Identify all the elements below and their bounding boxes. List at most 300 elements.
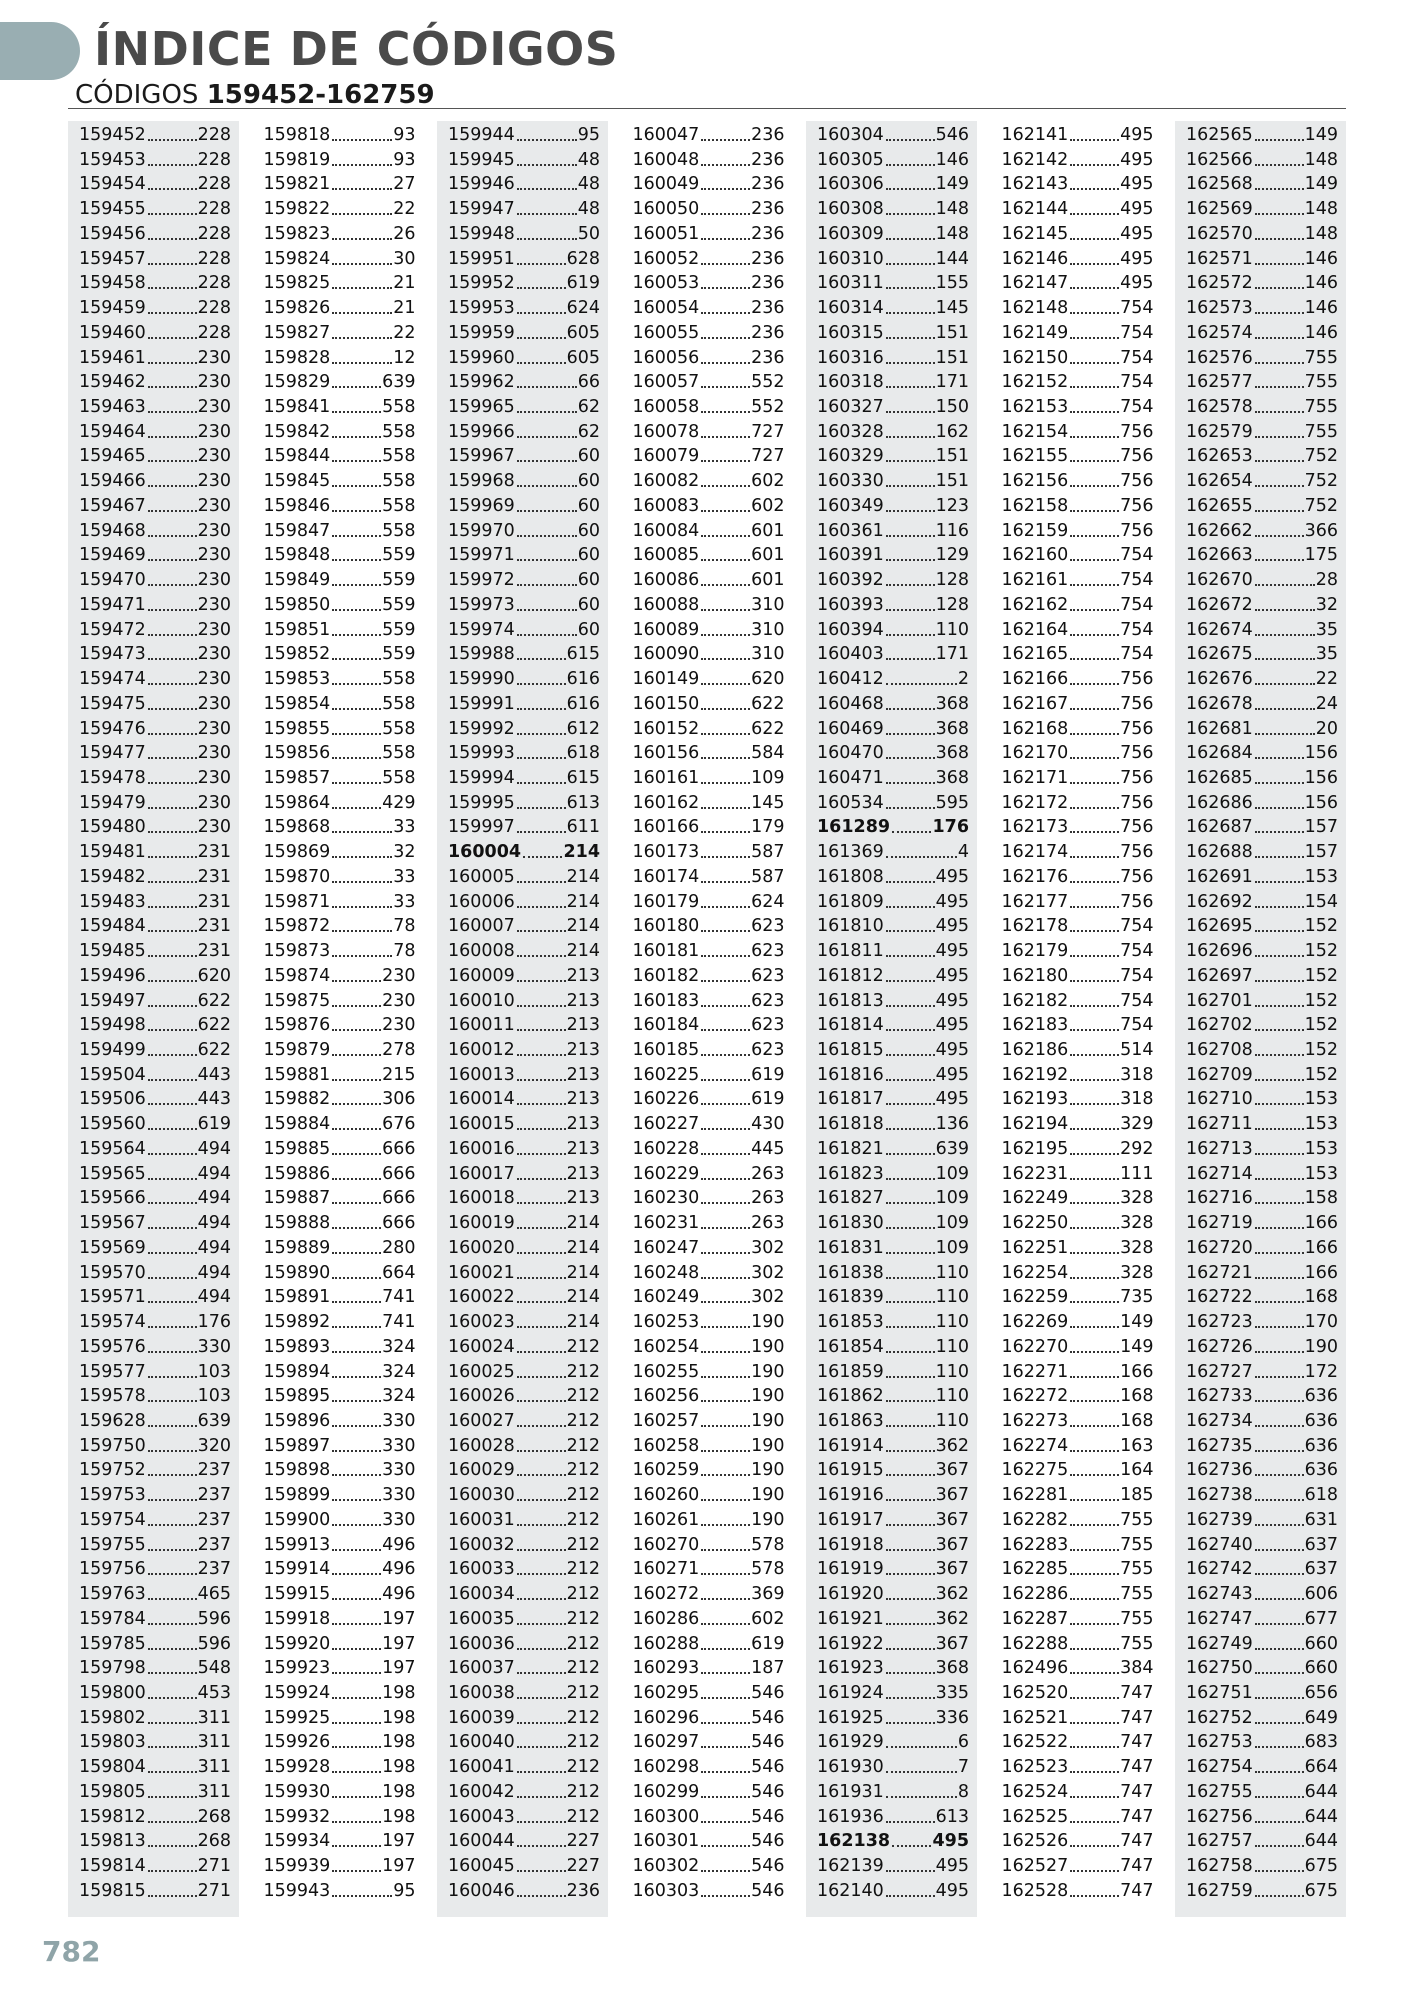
dot-leader <box>148 1301 197 1303</box>
entry-code: 159499 <box>79 1040 146 1060</box>
entry-code: 160391 <box>817 545 884 566</box>
index-entry <box>1186 1605 1338 1630</box>
entry-code: 162274 <box>1001 1435 1069 1456</box>
entry-page: 445 <box>751 1138 785 1159</box>
entry-page: 197 <box>382 1608 416 1629</box>
dot-leader <box>148 337 197 339</box>
entry-page: 649 <box>1304 1707 1338 1728</box>
index-entry <box>633 492 785 517</box>
entry-code: 160185 <box>632 1040 700 1060</box>
entry-code: 162141 <box>1001 125 1069 145</box>
entry-code: 160298 <box>632 1757 700 1778</box>
entry-page: 171 <box>935 644 969 665</box>
entry-code: 161818 <box>817 1114 884 1135</box>
index-entry <box>817 245 969 270</box>
entry-page: 215 <box>382 1064 416 1085</box>
entry-page: 230 <box>197 471 231 492</box>
entry-page: 310 <box>751 644 785 665</box>
dot-leader <box>517 1202 566 1204</box>
dot-leader <box>701 535 750 537</box>
entry-page: 558 <box>382 669 416 690</box>
dot-leader <box>886 1746 957 1748</box>
dot-leader <box>332 881 392 883</box>
entry-page: 32 <box>393 842 416 863</box>
index-entry <box>1002 838 1154 863</box>
index-entry <box>1186 739 1338 764</box>
dot-leader <box>886 733 935 735</box>
dot-leader <box>1070 485 1119 487</box>
entry-code: 162734 <box>1186 1410 1253 1431</box>
index-entry <box>817 591 969 616</box>
dot-leader <box>1070 188 1119 190</box>
entry-code: 160256 <box>632 1386 700 1407</box>
entry-code: 160314 <box>817 298 884 319</box>
entry-page: 228 <box>197 223 231 244</box>
entry-code: 160297 <box>632 1732 700 1753</box>
dot-leader <box>886 559 935 561</box>
entry-code: 159885 <box>263 1138 331 1159</box>
entry-page: 230 <box>197 718 231 739</box>
entry-page: 212 <box>566 1658 600 1679</box>
index-entry <box>633 591 785 616</box>
entry-code: 161917 <box>817 1509 884 1530</box>
entry-code: 161823 <box>817 1163 884 1184</box>
index-entry <box>448 1778 600 1803</box>
entry-page: 151 <box>935 347 969 368</box>
index-entry <box>1002 1358 1154 1383</box>
dot-leader <box>886 906 935 908</box>
index-entry <box>1186 467 1338 492</box>
dot-leader <box>701 856 750 858</box>
index-entry <box>79 1827 231 1852</box>
index-entry <box>633 195 785 220</box>
index-entry <box>817 1605 969 1630</box>
index-entry <box>448 121 600 146</box>
entry-page: 601 <box>751 545 785 566</box>
dot-leader <box>517 1796 566 1798</box>
index-entry <box>633 937 785 962</box>
entry-page: 228 <box>197 322 231 343</box>
dot-leader <box>148 1870 197 1872</box>
dot-leader <box>886 1623 935 1625</box>
entry-code: 162174 <box>1001 842 1069 863</box>
dot-leader <box>886 757 935 759</box>
index-entry <box>817 1333 969 1358</box>
entry-code: 160040 <box>448 1732 515 1753</box>
index-entry <box>1186 344 1338 369</box>
entry-page: 292 <box>1120 1138 1154 1159</box>
dot-leader <box>701 708 750 710</box>
index-entry <box>817 1011 969 1036</box>
entry-code: 160229 <box>632 1163 700 1184</box>
dot-leader <box>517 1549 566 1551</box>
dot-leader <box>701 164 750 166</box>
dot-leader <box>886 1499 935 1501</box>
entry-page: 613 <box>935 1806 969 1827</box>
entry-code: 161830 <box>817 1213 884 1234</box>
dot-leader <box>332 1697 381 1699</box>
index-entry <box>264 541 416 566</box>
dot-leader <box>148 1499 197 1501</box>
entry-code: 161811 <box>817 941 884 962</box>
entry-page: 129 <box>935 545 969 566</box>
entry-page: 230 <box>197 570 231 591</box>
dot-leader <box>1255 535 1304 537</box>
dot-leader <box>701 831 750 833</box>
index-entry <box>79 1506 231 1531</box>
entry-code: 160033 <box>448 1559 515 1580</box>
entry-page: 8 <box>957 1781 969 1802</box>
index-entry <box>264 1382 416 1407</box>
entry-code: 160310 <box>817 248 884 269</box>
index-entry <box>1186 1160 1338 1185</box>
entry-page: 605 <box>566 347 600 368</box>
entry-code: 160078 <box>632 421 700 442</box>
dot-leader <box>148 263 197 265</box>
dot-leader <box>332 460 381 462</box>
entry-code: 159939 <box>263 1856 331 1877</box>
index-entry <box>817 1036 969 1061</box>
dot-leader <box>886 386 935 388</box>
index-entry <box>1186 665 1338 690</box>
index-entry <box>817 715 969 740</box>
entry-code: 159479 <box>79 792 146 813</box>
entry-code: 160083 <box>632 495 700 516</box>
dot-leader <box>148 535 197 537</box>
entry-code: 160007 <box>448 916 515 937</box>
entry-code: 159822 <box>263 199 331 220</box>
entry-page: 176 <box>932 817 969 838</box>
index-entry <box>264 368 416 393</box>
index-entry <box>817 1679 969 1704</box>
entry-code: 159857 <box>263 767 331 788</box>
entry-code: 159971 <box>448 545 515 566</box>
index-entry <box>79 121 231 146</box>
dot-leader <box>332 411 381 413</box>
entry-page: 212 <box>566 1485 600 1506</box>
entry-page: 330 <box>382 1509 416 1530</box>
entry-page: 558 <box>382 767 416 788</box>
dot-leader <box>701 584 750 586</box>
entry-page: 190 <box>751 1386 785 1407</box>
dot-leader <box>332 1153 381 1155</box>
entry-code: 162672 <box>1186 594 1253 615</box>
entry-page: 116 <box>935 520 969 541</box>
entry-code: 160005 <box>448 866 515 887</box>
index-entry <box>633 1852 785 1877</box>
entry-page: 197 <box>382 1633 416 1654</box>
entry-page: 619 <box>566 273 600 294</box>
entry-code: 160248 <box>632 1262 700 1283</box>
entry-code: 161862 <box>817 1386 884 1407</box>
entry-code: 160361 <box>817 520 884 541</box>
dot-leader <box>886 1821 935 1823</box>
entry-page: 33 <box>393 817 416 838</box>
entry-code: 162155 <box>1001 446 1069 467</box>
index-entry <box>264 1778 416 1803</box>
entry-code: 159452 <box>79 125 146 145</box>
index-entry <box>79 739 231 764</box>
entry-code: 160471 <box>817 767 884 788</box>
entry-code: 159988 <box>448 644 515 665</box>
index-entry <box>1002 1456 1154 1481</box>
entry-page: 190 <box>751 1460 785 1481</box>
index-entry <box>448 1877 600 1902</box>
index-entry <box>1002 1061 1154 1086</box>
entry-page: 367 <box>935 1509 969 1530</box>
entry-code: 159798 <box>79 1658 146 1679</box>
entry-page: 619 <box>197 1114 231 1135</box>
dot-leader <box>1255 1821 1304 1823</box>
entry-code: 160056 <box>632 347 700 368</box>
dot-leader <box>148 139 197 141</box>
entry-code: 160018 <box>448 1188 515 1209</box>
entry-code: 159804 <box>79 1757 146 1778</box>
entry-code: 162182 <box>1001 990 1069 1011</box>
entry-page: 212 <box>566 1584 600 1605</box>
entry-page: 429 <box>382 792 416 813</box>
dot-leader <box>332 708 381 710</box>
index-entry <box>1002 1110 1154 1135</box>
index-entry <box>633 616 785 641</box>
index-entry <box>1002 1085 1154 1110</box>
entry-page: 162 <box>935 421 969 442</box>
entry-code: 160328 <box>817 421 884 442</box>
index-entry <box>1186 1333 1338 1358</box>
dot-leader <box>1070 411 1119 413</box>
index-entry <box>1002 121 1154 146</box>
index-entry <box>817 1654 969 1679</box>
dot-leader <box>517 1376 566 1378</box>
entry-page: 144 <box>935 248 969 269</box>
entry-code: 159826 <box>263 298 331 319</box>
index-entry <box>1186 1827 1338 1852</box>
index-entry <box>264 1407 416 1432</box>
entry-page: 231 <box>197 941 231 962</box>
dot-leader <box>1255 1722 1304 1724</box>
entry-page: 660 <box>1304 1658 1338 1679</box>
index-entry <box>448 393 600 418</box>
entry-page: 453 <box>197 1682 231 1703</box>
subtitle-prefix: CÓDIGOS <box>75 80 199 110</box>
entry-page: 213 <box>566 1163 600 1184</box>
dot-leader <box>1070 1202 1119 1204</box>
dot-leader <box>148 1474 197 1476</box>
entry-page: 278 <box>382 1040 416 1060</box>
entry-page: 152 <box>1304 990 1338 1011</box>
dot-leader <box>517 164 577 166</box>
index-entry <box>264 492 416 517</box>
dot-leader <box>701 906 750 908</box>
entry-page: 213 <box>566 1138 600 1159</box>
entry-code: 162281 <box>1001 1485 1069 1506</box>
dot-leader <box>517 1474 566 1476</box>
index-entry <box>817 442 969 467</box>
index-entry <box>1186 517 1338 542</box>
entry-code: 162678 <box>1186 693 1253 714</box>
dot-leader <box>1070 1277 1119 1279</box>
dot-leader <box>517 213 577 215</box>
dot-leader <box>886 460 935 462</box>
entry-code: 159829 <box>263 372 331 393</box>
entry-code: 160011 <box>448 1015 515 1036</box>
dot-leader <box>701 658 750 660</box>
dot-leader <box>701 1128 750 1130</box>
dot-leader <box>517 683 566 685</box>
dot-leader <box>1070 1474 1119 1476</box>
dot-leader <box>1070 312 1119 314</box>
entry-code: 160052 <box>632 248 700 269</box>
index-entry <box>633 1630 785 1655</box>
entry-page: 496 <box>382 1534 416 1555</box>
entry-code: 159852 <box>263 644 331 665</box>
entry-code: 160309 <box>817 223 884 244</box>
entry-code: 162522 <box>1001 1732 1069 1753</box>
index-entry <box>1186 1654 1338 1679</box>
entry-code: 160308 <box>817 199 884 220</box>
dot-leader <box>1255 485 1304 487</box>
entry-page: 559 <box>382 619 416 640</box>
entry-code: 161821 <box>817 1138 884 1159</box>
entry-code: 159930 <box>263 1781 331 1802</box>
entry-page: 637 <box>1304 1534 1338 1555</box>
entry-page: 78 <box>393 916 416 937</box>
entry-page: 35 <box>1315 644 1338 665</box>
dot-leader <box>517 757 566 759</box>
entry-page: 214 <box>563 842 600 863</box>
entry-page: 747 <box>1120 1806 1154 1827</box>
entry-code: 162525 <box>1001 1806 1069 1827</box>
entry-page: 168 <box>1120 1410 1154 1431</box>
entry-code: 159468 <box>79 520 146 541</box>
entry-code: 162178 <box>1001 916 1069 937</box>
entry-page: 615 <box>566 767 600 788</box>
entry-page: 616 <box>566 693 600 714</box>
entry-code: 159565 <box>79 1163 146 1184</box>
index-entry <box>79 1679 231 1704</box>
index-entry <box>79 1580 231 1605</box>
dot-leader <box>1255 510 1304 512</box>
entry-code: 162156 <box>1001 471 1069 492</box>
dot-leader <box>701 1648 750 1650</box>
entry-page: 747 <box>1120 1757 1154 1778</box>
dot-leader <box>332 559 381 561</box>
index-entry <box>79 1803 231 1828</box>
index-entry <box>448 368 600 393</box>
dot-leader <box>1255 782 1304 784</box>
index-entry <box>1186 1456 1338 1481</box>
index-entry <box>79 1432 231 1457</box>
dot-leader <box>701 1079 750 1081</box>
dot-leader <box>332 658 381 660</box>
dot-leader <box>148 584 197 586</box>
entry-page: 93 <box>393 125 416 145</box>
dot-leader <box>332 510 381 512</box>
index-entry <box>1002 393 1154 418</box>
dot-leader <box>886 535 935 537</box>
dot-leader <box>148 1697 197 1699</box>
dot-leader <box>886 510 935 512</box>
entry-code: 160031 <box>448 1509 515 1530</box>
index-entry <box>817 937 969 962</box>
dot-leader <box>1255 139 1304 141</box>
index-entry <box>1002 245 1154 270</box>
dot-leader <box>148 782 197 784</box>
entry-page: 228 <box>197 149 231 170</box>
dot-leader <box>886 238 935 240</box>
entry-code: 162662 <box>1186 520 1253 541</box>
entry-code: 162733 <box>1186 1386 1253 1407</box>
dot-leader <box>701 213 750 215</box>
entry-code: 160303 <box>632 1880 700 1901</box>
entry-page: 212 <box>566 1410 600 1431</box>
entry-page: 587 <box>751 866 785 887</box>
entry-code: 159459 <box>79 298 146 319</box>
index-entry <box>633 1333 785 1358</box>
dot-leader <box>886 1895 935 1897</box>
dot-leader <box>148 213 197 215</box>
index-entry <box>1186 1407 1338 1432</box>
entry-code: 161931 <box>817 1781 884 1802</box>
index-entry <box>79 344 231 369</box>
index-entry <box>1002 541 1154 566</box>
entry-code: 162695 <box>1186 916 1253 937</box>
entry-code: 159480 <box>79 817 146 838</box>
index-entry <box>1002 1852 1154 1877</box>
entry-page: 7 <box>957 1757 969 1778</box>
entry-code: 159869 <box>263 842 331 863</box>
entry-page: 128 <box>935 570 969 591</box>
index-entry <box>1186 987 1338 1012</box>
index-entry <box>79 1382 231 1407</box>
dot-leader <box>332 535 381 537</box>
index-entry <box>79 220 231 245</box>
entry-page: 163 <box>1120 1435 1154 1456</box>
dot-leader <box>701 757 750 759</box>
index-entry <box>79 888 231 913</box>
dot-leader <box>517 1722 566 1724</box>
dot-leader <box>1070 287 1119 289</box>
entry-code: 159969 <box>448 495 515 516</box>
entry-page: 362 <box>935 1608 969 1629</box>
entry-code: 159889 <box>263 1237 331 1258</box>
entry-page: 271 <box>197 1856 231 1877</box>
entry-page: 747 <box>1120 1880 1154 1901</box>
entry-code: 159803 <box>79 1732 146 1753</box>
entry-page: 109 <box>751 767 785 788</box>
dot-leader <box>1070 1128 1119 1130</box>
entry-code: 159814 <box>79 1856 146 1877</box>
entry-page: 727 <box>751 421 785 442</box>
entry-page: 111 <box>1120 1163 1154 1184</box>
code-index-columns <box>68 121 1346 1917</box>
entry-page: 166 <box>1304 1262 1338 1283</box>
entry-code: 159461 <box>79 347 146 368</box>
entry-code: 159784 <box>79 1608 146 1629</box>
index-entry <box>1186 1531 1338 1556</box>
entry-page: 190 <box>751 1361 785 1382</box>
entry-code: 160316 <box>817 347 884 368</box>
entry-code: 162154 <box>1001 421 1069 442</box>
entry-code: 159994 <box>448 767 515 788</box>
dot-leader <box>332 386 381 388</box>
entry-page: 230 <box>197 446 231 467</box>
entry-page: 320 <box>197 1435 231 1456</box>
index-entry <box>1002 1728 1154 1753</box>
dot-leader <box>332 1301 381 1303</box>
entry-page: 103 <box>197 1361 231 1382</box>
dot-leader <box>886 807 935 809</box>
